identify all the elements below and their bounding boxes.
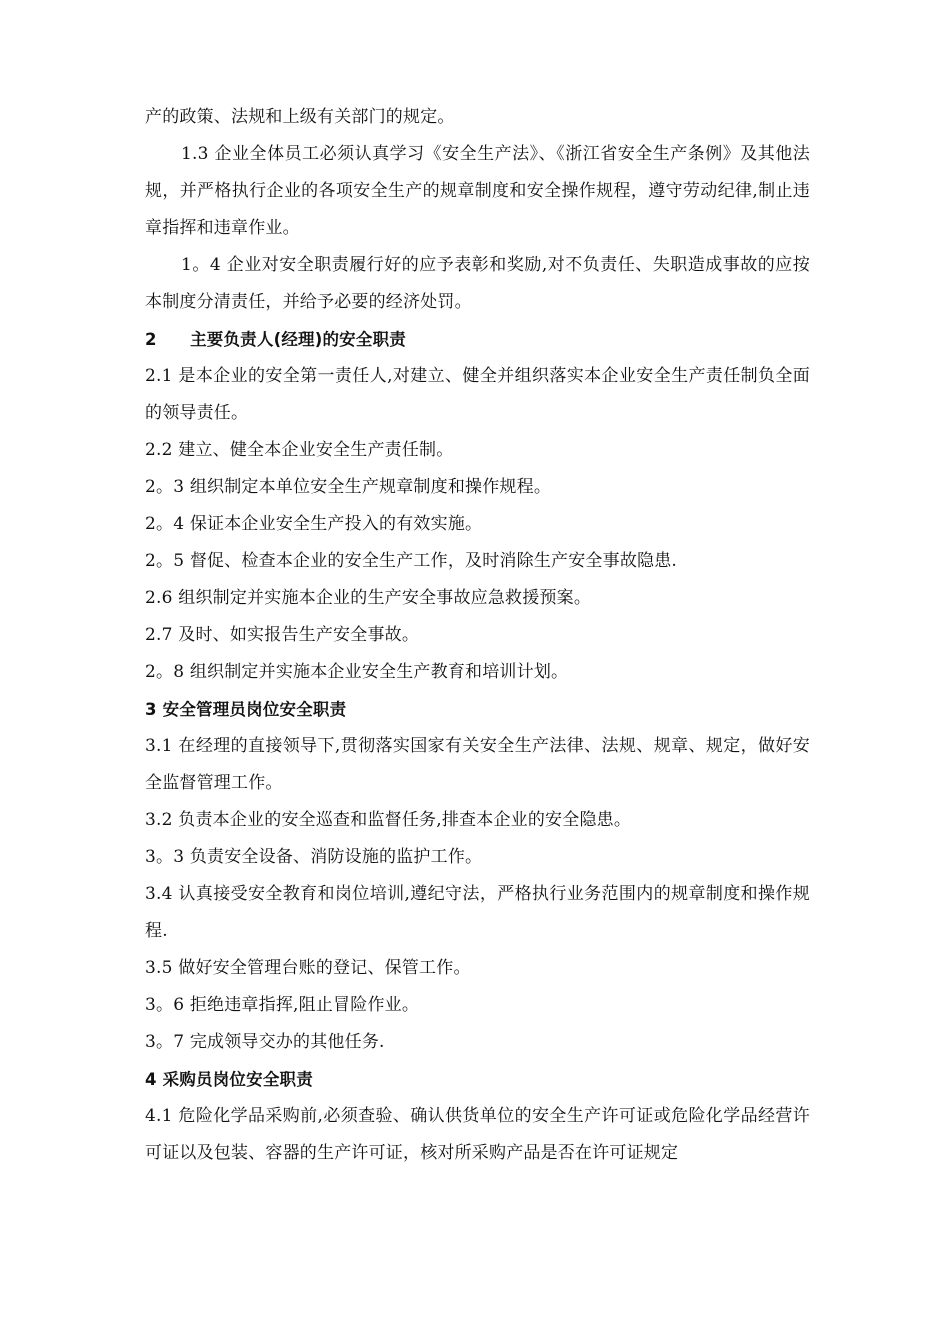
clause-1-4: 1。4 企业对安全职责履行好的应予表彰和奖励,对不负责任、失职造成事故的应按本制度分清责任，并给予必要的经济处罚。 (145, 255, 810, 312)
clause-2-3: 2。3 组织制定本单位安全生产规章制度和操作规程。 (145, 477, 552, 497)
clause-3-4: 3.4 认真接受安全教育和岗位培训,遵纪守法，严格执行业务范围内的规章制度和操作规程. (145, 884, 810, 941)
clause-1-3: 1.3 企业全体员工必须认真学习《安全生产法》、《浙江省安全生产条例》及其他法规，并严格执行企业的各项安全生产的规章制度和安全操作规程，遵守劳动纪律,制止违章指挥和违章作业。 (145, 144, 810, 238)
clause-2-2: 2.2 建立、健全本企业安全生产责任制。 (145, 440, 454, 460)
clause-3-6: 3。6 拒绝违章指挥,阻止冒险作业。 (145, 995, 420, 1015)
clause-2-4: 2。4 保证本企业安全生产投入的有效实施。 (145, 514, 483, 534)
clause-3-3: 3。3 负责安全设备、消防设施的监护工作。 (145, 847, 483, 867)
section-heading-4: 4 采购员岗位安全职责 (145, 1070, 313, 1089)
clause-3-2: 3.2 负责本企业的安全巡查和监督任务,排查本企业的安全隐患。 (145, 810, 632, 830)
clause-2-5: 2。5 督促、检查本企业的安全生产工作，及时消除生产安全事故隐患. (145, 551, 678, 571)
paragraph-text: 产的政策、法规和上级有关部门的规定。 (145, 107, 455, 127)
clause-3-1: 3.1 在经理的直接领导下,贯彻落实国家有关安全生产法律、法规、规章、规定，做好安全监督管理工作。 (145, 736, 810, 793)
clause-3-7: 3。7 完成领导交办的其他任务. (145, 1032, 385, 1052)
clause-2-8: 2。8 组织制定并实施本企业安全生产教育和培训计划。 (145, 662, 569, 682)
section-heading-3: 3 安全管理员岗位安全职责 (145, 700, 347, 719)
clause-2-7: 2.7 及时、如实报告生产安全事故。 (145, 625, 420, 645)
document-body (145, 99, 810, 1172)
clause-2-6: 2.6 组织制定并实施本企业的生产安全事故应急救援预案。 (145, 588, 592, 608)
section-heading-2: 2 主要负责人(经理)的安全职责 (145, 330, 406, 349)
clause-4-1: 4.1 危险化学品采购前,必须查验、确认供货单位的安全生产许可证或危险化学品经营许可证以及包装、容器的生产许可证，核对所采购产品是否在许可证规定 (145, 1106, 810, 1163)
clause-2-1: 2.1 是本企业的安全第一责任人,对建立、健全并组织落实本企业安全生产责任制负全面的领导责任。 (145, 366, 810, 423)
clause-3-5: 3.5 做好安全管理台账的登记、保管工作。 (145, 958, 471, 978)
